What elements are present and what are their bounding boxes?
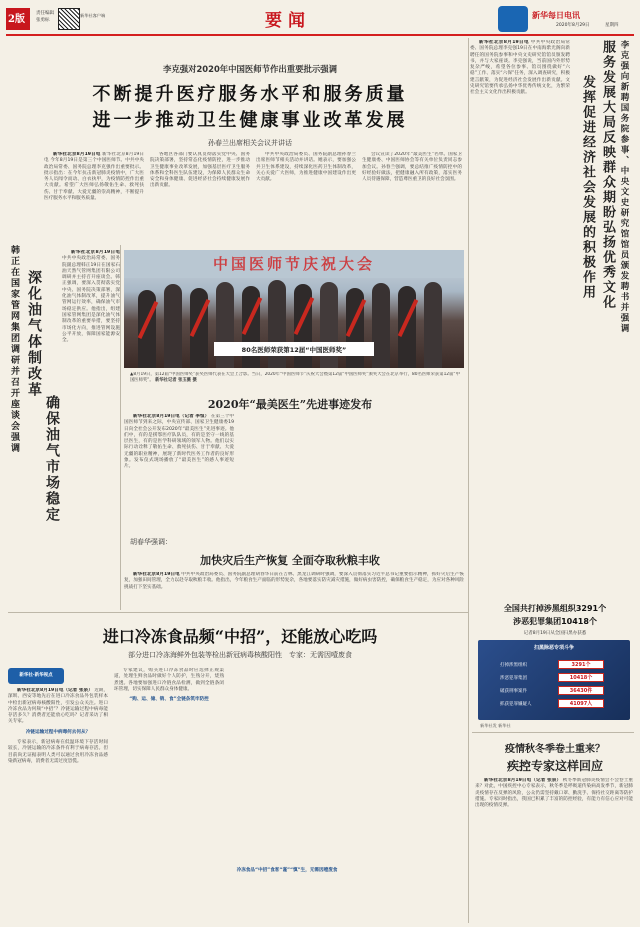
right-dateline: 新华社北京8月19日电: [479, 40, 529, 45]
lead-body-col-3: [256, 152, 356, 240]
cold-chain-col-1: [8, 688, 108, 918]
right-bottom-divider: [472, 732, 634, 733]
photo-caption-text: ▲8月19日，第12届“中国医师奖”获奖医师代表在大会上合影。当日，2020年“中国医师节”庆祝大会暨第12届“中国医师奖”颁奖大会在北京举行，80名医师荣获第12届“中国医师奖”。: [130, 372, 460, 383]
scb-section-label: 扫黑除恶专项斗争: [533, 645, 574, 651]
page-number: 2版: [8, 14, 25, 25]
vaccine-body-text: 秋冬季新冠肺炎疫情会不会卷土重来？对此，中国疾控中心专家表示，秋冬季是呼吸道传染病高发季节，新冠肺炎疫情存在反弹的风险，公众仍需坚持戴口罩、勤洗手、保持社交距离等防护措施。专家同时指出，我国已积累了丰富的防控经验，有能力有信心应对可能出现的疫情反弹。: [475, 778, 633, 809]
scb-note: 记者8月19日从全国扫黑办获悉: [523, 631, 587, 636]
photo-credit: 新华社记者 张玉薇 摄: [155, 377, 197, 383]
left-headline-small: 韩正在国家管网集团调研并召开座谈会强调: [9, 245, 19, 454]
logo-badge: [498, 6, 528, 32]
cold-chain-col-4: [350, 668, 465, 918]
grain-body-text: 中共中央政治局委员、国务院副总理胡春华日前在吉林、黑龙江调研时强调，要深入贯彻落实习近平总书记重要指示精神，抓好灾后生产恢复，加强田间管理，全力以赴夺取秋粮丰收。他指出，今年粮食生产面临的形势复杂，各地要落实防灾减灾措施，做好病虫害防控，确保粮食生产稳定，为应对各种风险挑战打下坚实基础。: [124, 572, 464, 590]
scb-row: [500, 660, 610, 670]
qr-code: [58, 8, 80, 30]
logo-text: 新华每日电讯: [532, 11, 580, 20]
editor-label: 责任编辑: [36, 11, 54, 16]
scb-title: 全国共打掉涉黑组织3291个: [503, 604, 607, 613]
col-separator: [468, 38, 469, 923]
scb-row-label: 破获刑事案件: [500, 689, 527, 694]
cold-chain-col-2: [114, 668, 224, 918]
issue-weekday: 星期四: [605, 23, 619, 28]
section-title: 要闻: [265, 11, 311, 31]
doctor-body-1: [124, 414, 234, 534]
cold-chain-body-c: 专家建议，购买进口冷冻食品时应选择正规渠道，处理生鲜食品时做好个人防护，生熟分开，烧熟煮透。各地要加强进口冷链食品检测，做到全链条闭环管理，切实保障人民群众身体健康。: [114, 668, 224, 692]
cold-chain-dateline: 新华社北京8月19日电（记者 张泉）: [17, 688, 93, 693]
scb-subtitle: 涉恶犯罪集团10418个: [513, 617, 597, 626]
cold-chain-logo: 新华社·新华视点: [19, 673, 53, 678]
lead-kicker: 李克强对2020年中国医师节作出重要批示强调: [162, 64, 338, 74]
photo-banner: 中国医师节庆祝大会: [212, 255, 375, 273]
lead-body-c: 中共中央政治局委员、国务院副总理孙春兰出席医师节相关活动并讲话。她表示，要加强公共卫生体系建设，持续深化医药卫生体制改革，关心关爱广大医师，为推进健康中国建设作出更大贡献。: [256, 152, 356, 183]
left-body-text: 中共中央政治局常委、国务院副总理韩正19日在国家石油天然气管网集团有限公司调研并主持召开座谈会。韩正强调，要深入贯彻落实党中央、国务院决策部署，深化油气体制改革，提升油气管网运行效率，确保油气市场稳定供应。他指出，组建国家管网集团是深化油气体制改革的重要举措，要坚持市场化方向，推进管网设施公平开放，保障国家能源安全。: [62, 256, 120, 344]
scb-row-label: 涉恶犯罪集团: [500, 676, 527, 681]
scb-row-label: 抓获犯罪嫌疑人: [500, 702, 532, 707]
scb-row: [500, 699, 610, 709]
cold-chain-q3: 冷冻食品“中招”食客“谨”“慎”生，无需因噎废食: [236, 868, 338, 873]
cold-chain-col-3: [232, 668, 342, 918]
lead-subline: 孙春兰出席相关会议并讲话: [208, 139, 292, 147]
lead-headline-1: 不断提升医疗服务水平和服务质量: [92, 84, 408, 105]
left-dateline: 新华社北京8月19日电: [71, 250, 120, 255]
scb-row-label: 打掉涉黑组织: [500, 663, 527, 668]
lead-dateline: 新华社北京8月19日电: [53, 152, 101, 157]
vaccine-body: [475, 778, 633, 918]
scb-row: [500, 686, 610, 696]
grain-kicker: 胡春华强调：: [130, 538, 172, 546]
right-headline-small: 李克强向新聘国务院参事、中央文史研究馆馆员颁发聘书并强调: [619, 40, 629, 334]
doctor-headline: 2020年“最美医生”先进事迹发布: [207, 398, 373, 411]
cold-chain-headline: 进口冷冻食品频“中招”，还能放心吃吗: [102, 627, 378, 646]
grain-dateline: 新华社北京8月19日电: [133, 572, 180, 577]
lead-body-b: 各地区各部门要认真贯彻落实党中央、国务院决策部署，坚持常态化疫情防控，进一步推动卫生健康事业改革发展，加强基层医疗卫生服务体系和全科医生队伍建设，为保障人民群众生命安全和身体健康、促进经济社会持续健康发展作出新贡献。: [150, 152, 250, 189]
vaccine-kicker: 疫情秋冬季卷土重来？: [505, 744, 605, 755]
photo-caption: [130, 372, 460, 392]
scb-row-value: 41097人: [558, 699, 604, 708]
lead-body-a: 新华社北京8月19日电 今年8月19日是第三个中国医师节。中共中央政治局常委、国务院总理李克强作出重要批示。批示指出：在今年抗击新冠肺炎疫情中，广大医务人员闻令而动、白衣执甲，为疫情防控作出重大贡献。希望广大医师弘扬敬佑生命、救死扶伤、甘于奉献、大爱无疆的崇高精神，不断提升医疗服务水平和服务质量。: [44, 152, 144, 202]
scb-row-value: 36430件: [558, 686, 604, 695]
doctor-body-text: 在第三个中国医师节到来之际，中央宣传部、国家卫生健康委19日向全社会公开发布2020年“最美医生”先进事迹。他们中，有的是援鄂医疗队队员，有的是坚守一线的基层医生，有的是医学科研领域的领军人物。他们以实际行动诠释了敬佑生命、救死扶伤、甘于奉献、大爱无疆的职业精神，展现了新时代医务工作者的良好形象。发布仪式现场播放了“最美医生”的感人事迹短片。: [124, 414, 234, 470]
scb-row-value: 10418个: [558, 673, 604, 682]
cold-chain-body-b: 专家表示，新冠病毒在低温环境下存活时间较长，冷链运输的冷冻条件有利于病毒存活。但目前尚无证据表明人类可以通过食用冷冻食品感染新冠病毒，消费者无需过度恐慌。: [8, 740, 108, 764]
lead-body-col-2: [150, 152, 250, 240]
right-body-text: 中共中央政治局常委、国务院总理李克强19日在中南海紫光阁向新聘任的国务院参事和中央文史研究馆馆员颁发聘书，并与大家座谈。李克强说，当前国内外形势复杂严峻，希望各位参事、馆员围绕做好“六稳”工作、落实“六保”任务，深入调查研究，积极建言献策，为促进经济社会发展作出新贡献。文史研究馆要传承弘扬中华优秀传统文化，为繁荣社会主义文化作出积极贡献。: [470, 40, 570, 96]
vaccine-headline: 疾控专家这样回应: [506, 759, 603, 773]
cold-chain-body-a: 近期，深圳、西安等地先后在进口冷冻食品外包装样本中检出新冠病毒核酸阳性，引发公众关注。进口冷冻食品为何频“中招”？冷链运输过程中病毒能存活多久？消费者还能放心吃吗？记者采访了相关专家。: [8, 688, 108, 725]
masthead-rule: [6, 34, 634, 36]
cold-chain-subline: 部分进口冷冻海鲜外包装等检出新冠病毒核酸阳性 专家：无需因噎废食: [128, 651, 352, 659]
grain-body: [124, 572, 464, 612]
app-label: 新华社客户端: [80, 13, 106, 18]
issue-date: 2020年8月29日: [556, 23, 590, 28]
doctor-dateline: 新华社北京8月19日电（记者 李恒）: [133, 414, 210, 419]
vaccine-dateline: 新华社北京8月19日电（记者 张泉）: [484, 778, 562, 783]
scb-row-value: 3291个: [558, 660, 604, 669]
left-headline-big-1: 深化油气体制改革: [26, 270, 42, 398]
lead-body-d: 会议宣读了2020年“最美医生”名单。国家卫生健康委、中国医师协会等有关单位负责同志参加会议。孙春兰强调，要总结推广疫情防控中的好经验好做法，把健康融入所有政策，落实医务人员待遇保障，营造尊医重卫的良好社会氛围。: [362, 152, 462, 183]
scb-credit: 新华社发 新华社: [480, 723, 511, 728]
lead-body-col-1: [44, 152, 144, 240]
right-headline-big-1: 服务发展大局反映群众期盼弘扬优秀文化: [600, 40, 615, 310]
col-separator: [120, 245, 121, 610]
right-body: [470, 40, 570, 370]
left-body: [62, 250, 120, 610]
award-photo: [124, 250, 464, 368]
right-headline-big-2: 发挥促进经济社会发展的积极作用: [580, 75, 595, 300]
photo-title: 80名医师荣获第12届“中国医师奖”: [241, 346, 347, 354]
grain-headline: 加快灾后生产恢复 全面夺取秋粮丰收: [200, 554, 380, 567]
scb-row: [500, 673, 610, 683]
lead-body-col-4: [362, 152, 462, 240]
cold-chain-q1: 冷链运输过程中病毒何去何从？: [25, 729, 91, 735]
left-headline-big-2: 确保油气市场稳定: [44, 395, 60, 523]
mid-divider: [8, 612, 468, 613]
cold-chain-q2: “购、运、储、销、食”全链条筑牢防控: [129, 697, 209, 703]
editor-name: 张勇标: [36, 18, 50, 23]
lead-headline-2: 进一步推动卫生健康事业改革发展: [92, 110, 408, 131]
